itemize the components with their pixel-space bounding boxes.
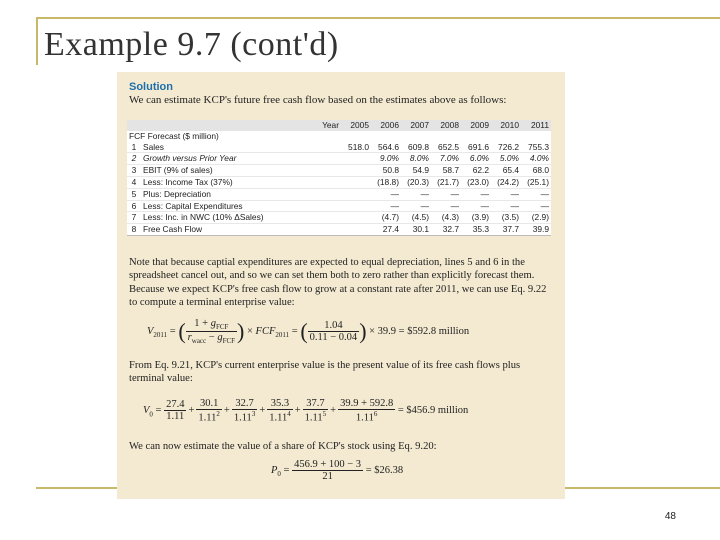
header-year: Year bbox=[311, 120, 341, 131]
row-value: 58.7 bbox=[431, 165, 461, 177]
header-2010: 2010 bbox=[491, 120, 521, 131]
share-price-equation: $P_0$ = $\frac{456.9 + 100 - 3}{21}$ = $26.38 bbox=[271, 459, 404, 482]
solution-intro: We can estimate KCP's future free cash flow based on the estimates above as follows: bbox=[129, 94, 507, 106]
pv-term: $\frac{32.7}{1.11^3}$ bbox=[233, 398, 256, 424]
row-index: 8 bbox=[127, 224, 141, 236]
row-value: 691.6 bbox=[461, 142, 491, 153]
row-value: — bbox=[401, 200, 431, 212]
row-label: Growth versus Prior Year bbox=[141, 153, 311, 165]
pv-terms: $\frac{27.4}{1.11}$ + $\frac{30.1}{1.11^2}$ + $\frac{32.7}{1.11^3}$ + $\frac{35.3}{1.11^4}$ + $\frac{37.7}{1.11^5}$ + $\frac{39.9 + 592.8}{1.11^6}$ bbox=[166, 398, 394, 424]
row-value: 39.9 bbox=[521, 224, 551, 236]
row-value bbox=[341, 165, 371, 177]
section-label: FCF Forecast ($ million) bbox=[127, 131, 551, 142]
row-value: 4.0% bbox=[521, 153, 551, 165]
row-value: 652.5 bbox=[431, 142, 461, 153]
row-value: (21.7) bbox=[431, 176, 461, 188]
row-index: 7 bbox=[127, 212, 141, 224]
row-value: (18.8) bbox=[371, 176, 401, 188]
enterprise-value-equation: $V_0$ = $\frac{27.4}{1.11}$ + $\frac{30.1}{1.11^2}$ + $\frac{32.7}{1.11^3}$ + $\frac{35.3}{1.11^4}$ + $\frac{37.7}{1.11^5}$ + $\frac{39.9 + 592.8}{1.11^6}$ = $456.9 million bbox=[143, 398, 469, 424]
row-value: 564.6 bbox=[371, 142, 401, 153]
paragraph-capex-note: Note that because captial expenditures are expected to equal depreciation, lines 5 and 6 in the spreadsheet cancel out, and so we can set them both to zero rather than explicitly forecast them. Because we expect KCP's free cash flow to grow at a constant rate after 2011, we can use Eq. 9.22 to compute a terminal enterprise value: bbox=[129, 257, 547, 309]
slide-title: Example 9.7 (cont'd) bbox=[44, 26, 339, 63]
row-value: (25.1) bbox=[521, 176, 551, 188]
row-value bbox=[341, 212, 371, 224]
row-value: (4.3) bbox=[431, 212, 461, 224]
title-rule-left bbox=[36, 19, 38, 65]
row-label: EBIT (9% of sales) bbox=[141, 165, 311, 177]
row-label: Less: Capital Expenditures bbox=[141, 200, 311, 212]
paragraph-share-value: We can now estimate the value of a share of KCP's stock using Eq. 9.20: bbox=[129, 441, 437, 452]
row-value: (4.5) bbox=[401, 212, 431, 224]
row-value: — bbox=[431, 188, 461, 200]
table-body bbox=[127, 142, 551, 236]
row-index: 5 bbox=[127, 188, 141, 200]
row-value: (3.5) bbox=[491, 212, 521, 224]
table-row bbox=[127, 212, 551, 224]
row-value bbox=[341, 153, 371, 165]
row-label: Free Cash Flow bbox=[141, 224, 311, 236]
row-value: 6.0% bbox=[461, 153, 491, 165]
row-value: 27.4 bbox=[371, 224, 401, 236]
table-row bbox=[127, 200, 551, 212]
row-value: (20.3) bbox=[401, 176, 431, 188]
row-label: Less: Inc. in NWC (10% ΔSales) bbox=[141, 212, 311, 224]
table-row bbox=[127, 224, 551, 236]
row-value: — bbox=[371, 200, 401, 212]
row-index: 3 bbox=[127, 165, 141, 177]
row-value: 755.3 bbox=[521, 142, 551, 153]
row-value bbox=[341, 188, 371, 200]
row-value: (3.9) bbox=[461, 212, 491, 224]
row-value: 9.0% bbox=[371, 153, 401, 165]
row-value bbox=[341, 176, 371, 188]
row-value bbox=[341, 224, 371, 236]
row-value: 30.1 bbox=[401, 224, 431, 236]
row-index: 1 bbox=[127, 142, 141, 153]
row-value: 65.4 bbox=[491, 165, 521, 177]
row-value: 32.7 bbox=[431, 224, 461, 236]
table-row bbox=[127, 188, 551, 200]
row-index: 6 bbox=[127, 200, 141, 212]
pv-term: $\frac{27.4}{1.11}$ bbox=[166, 399, 185, 423]
pv-term: $\frac{39.9 + 592.8}{1.11^6}$ bbox=[340, 398, 394, 424]
row-index: 2 bbox=[127, 153, 141, 165]
row-value: — bbox=[401, 188, 431, 200]
row-value: 68.0 bbox=[521, 165, 551, 177]
row-value: (23.0) bbox=[461, 176, 491, 188]
row-label: Sales bbox=[141, 142, 311, 153]
table-row bbox=[127, 165, 551, 177]
title-rule-top bbox=[36, 17, 720, 19]
row-value: 609.8 bbox=[401, 142, 431, 153]
header-2008: 2008 bbox=[431, 120, 461, 131]
row-value: 518.0 bbox=[341, 142, 371, 153]
row-value: 35.3 bbox=[461, 224, 491, 236]
row-value: 8.0% bbox=[401, 153, 431, 165]
terminal-value-equation: $V_{2011}$ = ( $\frac{1 + g_{FCF}}{r_{wacc} - g_{FCF}}$ ) × $FCF_{2011}$ = ( $\frac{1.04}{0.11 - 0.04}$ ) × 39.9 = $592.8 million bbox=[147, 318, 470, 346]
row-value: 726.2 bbox=[491, 142, 521, 153]
header-2007: 2007 bbox=[401, 120, 431, 131]
paragraph-enterprise-value: From Eq. 9.21, KCP's current enterprise value is the present value of its free cash flows plus terminal value: bbox=[129, 360, 521, 385]
solution-panel bbox=[117, 72, 565, 499]
pv-term: $\frac{35.3}{1.11^4}$ bbox=[269, 398, 291, 424]
fcf-forecast-table bbox=[127, 120, 551, 236]
row-value: (4.7) bbox=[371, 212, 401, 224]
row-value: 37.7 bbox=[491, 224, 521, 236]
header-2009: 2009 bbox=[461, 120, 491, 131]
pv-term: $\frac{30.1}{1.11^2}$ bbox=[198, 398, 220, 424]
row-value: (2.9) bbox=[521, 212, 551, 224]
row-value: (24.2) bbox=[491, 176, 521, 188]
row-value: — bbox=[491, 188, 521, 200]
row-value: — bbox=[521, 200, 551, 212]
table-row bbox=[127, 142, 551, 153]
row-value: 54.9 bbox=[401, 165, 431, 177]
row-value: — bbox=[521, 188, 551, 200]
row-value: — bbox=[461, 200, 491, 212]
row-value: 62.2 bbox=[461, 165, 491, 177]
header-2005: 2005 bbox=[341, 120, 371, 131]
page-number: 48 bbox=[664, 511, 676, 522]
table-section-row bbox=[127, 131, 551, 142]
row-label: Less: Income Tax (37%) bbox=[141, 176, 311, 188]
pv-term: $\frac{37.7}{1.11^5}$ bbox=[304, 398, 327, 424]
row-value: 7.0% bbox=[431, 153, 461, 165]
header-2006: 2006 bbox=[371, 120, 401, 131]
row-index: 4 bbox=[127, 176, 141, 188]
row-value bbox=[341, 200, 371, 212]
solution-label: Solution bbox=[129, 81, 173, 93]
row-value: 5.0% bbox=[491, 153, 521, 165]
table-header-row bbox=[127, 120, 551, 131]
row-value: 50.8 bbox=[371, 165, 401, 177]
row-label: Plus: Depreciation bbox=[141, 188, 311, 200]
row-value: — bbox=[431, 200, 461, 212]
header-2011: 2011 bbox=[521, 120, 551, 131]
row-value: — bbox=[491, 200, 521, 212]
table-row bbox=[127, 153, 551, 165]
row-value: — bbox=[371, 188, 401, 200]
row-value: — bbox=[461, 188, 491, 200]
table-row bbox=[127, 176, 551, 188]
